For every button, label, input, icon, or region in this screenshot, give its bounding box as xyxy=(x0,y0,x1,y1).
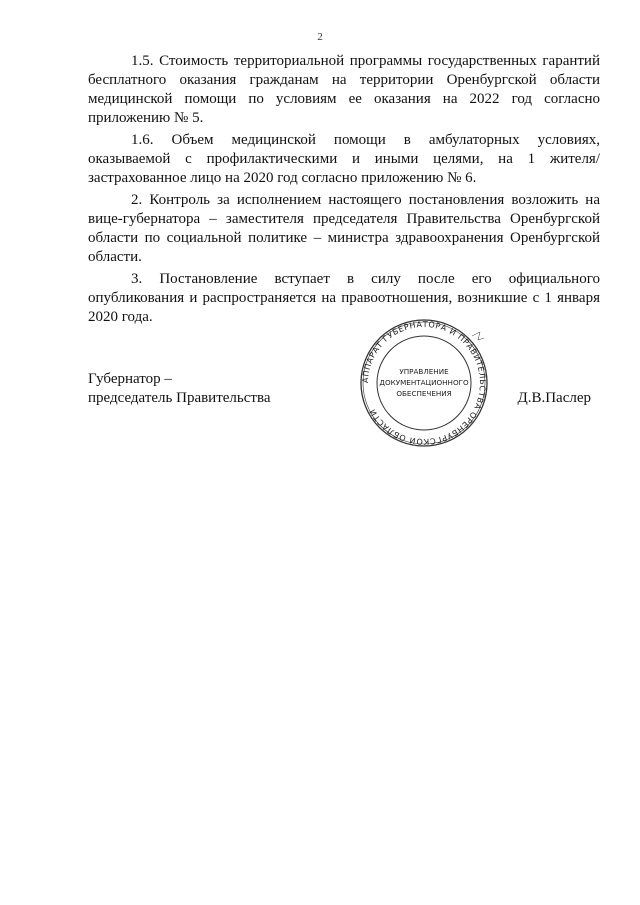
paragraph-2: 2. Контроль за исполнением настоящего постановления возложить на вице-губернатора – заместителя председателя Правительства Оренбургской области по социальной политике – министра здравоохранения Оренбургской области. xyxy=(88,192,600,265)
stamp-seal-graphic xyxy=(354,318,494,448)
official-stamp xyxy=(354,318,494,448)
signatory-title-line-1: Губернатор – xyxy=(88,371,172,387)
signatory-title xyxy=(88,370,271,408)
document-body xyxy=(88,52,600,330)
page-number: 2 xyxy=(317,31,323,43)
svg-text:ДОКУМЕНТАЦИОННОГО: ДОКУМЕНТАЦИОННОГО xyxy=(379,378,469,387)
svg-text:УПРАВЛЕНИЕ: УПРАВЛЕНИЕ xyxy=(399,367,449,376)
signature-block xyxy=(88,370,600,450)
paragraph-3: 3. Постановление вступает в силу после его официального опубликования и распространяется на правоотношения, возникшие с 1 января 2020 года. xyxy=(88,271,600,325)
paragraph-1-5: 1.5. Стоимость территориальной программы государственных гарантий бесплатного оказания гражданам на территории Оренбургской области медицинской помощи по условиям ее оказания на 2022 год согласно приложению № 5. xyxy=(88,53,600,126)
signatory-title-line-2: председатель Правительства xyxy=(88,390,271,406)
paragraph-1-6: 1.6. Объем медицинской помощи в амбулаторных условиях, оказываемой с профилактическими и иными целями, на 1 жителя/застрахованное лицо на 2020 год согласно приложению № 6. xyxy=(88,132,600,186)
svg-text:ОБЕСПЕЧЕНИЯ: ОБЕСПЕЧЕНИЯ xyxy=(396,389,452,398)
svg-text:АППАРАТ ГУБЕРНАТОРА И ПРАВИТЕЛ: АППАРАТ ГУБЕРНАТОРА И ПРАВИТЕЛЬСТВА ОРЕНБУРГСКОЙ ОБЛАСТИ xyxy=(360,319,488,447)
signatory-name: Д.В.Паслер xyxy=(517,390,591,406)
